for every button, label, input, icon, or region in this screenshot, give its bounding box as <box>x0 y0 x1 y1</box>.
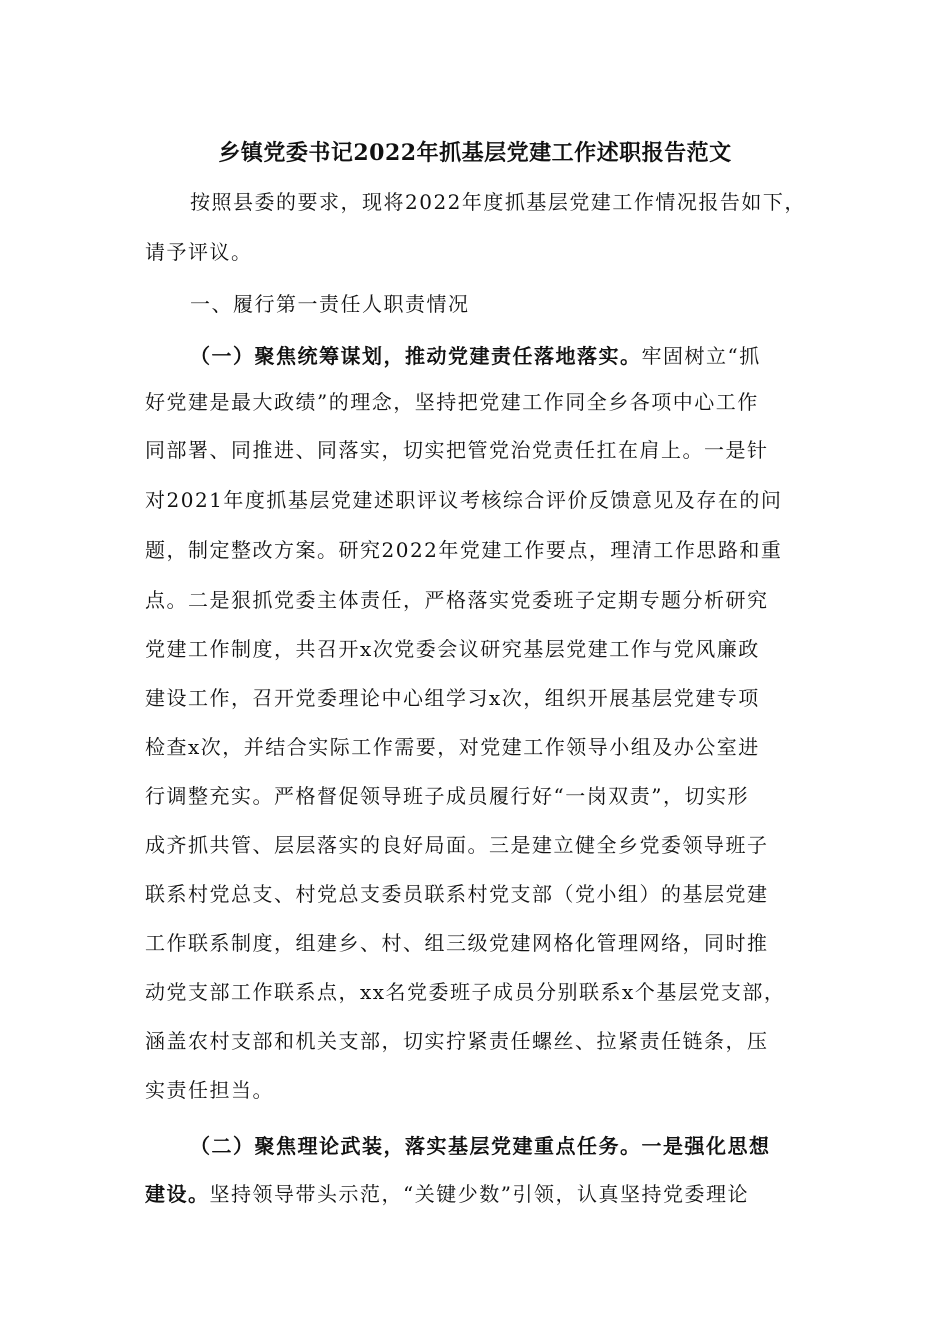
paragraph-line: 按照县委的要求，现将2022年度抓基层党建工作情况报告如下， <box>190 190 806 214</box>
subsection-heading: （二）聚焦理论武装，落实基层党建重点任务。一是强化思想 <box>190 1134 771 1158</box>
paragraph-text: 牢固树立“抓 <box>641 344 761 368</box>
paragraph-line: 同部署、同推进、同落实，切实把管党治党责任扛在肩上。一是针 <box>145 438 769 462</box>
paragraph-line <box>145 1178 749 1210</box>
paragraph-line: 实责任担当。 <box>145 1078 274 1102</box>
subsection-heading: （一）聚焦统筹谋划，推动党建责任落地落实。 <box>190 344 642 368</box>
paragraph-line: 建设工作，召开党委理论中心组学习x次，组织开展基层党建专项 <box>145 686 760 710</box>
emphasis-text: 建设。 <box>145 1182 210 1206</box>
paragraph-line: 请予评议。 <box>145 240 253 264</box>
paragraph-line: 好党建是最大政绩”的理念，坚持把党建工作同全乡各项中心工作 <box>145 390 759 414</box>
paragraph-line: 行调整充实。严格督促领导班子成员履行好“一岗双责”，切实形 <box>145 784 749 808</box>
paragraph-line: 党建工作制度，共召开x次党委会议研究基层党建工作与党风廉政 <box>145 637 760 661</box>
paragraph-line: 动党支部工作联系点，xx名党委班子成员分别联系x个基层党支部， <box>145 980 786 1004</box>
paragraph-line: 涵盖农村支部和机关支部，切实拧紧责任螺丝、拉紧责任链条，压 <box>145 1029 769 1053</box>
paragraph-line: 题，制定整改方案。研究2022年党建工作要点，理清工作思路和重 <box>145 538 783 562</box>
paragraph-text: 坚持领导带头示范，“关键少数”引领，认真坚持党委理论 <box>209 1182 749 1206</box>
paragraph-line: 检查x次，并结合实际工作需要，对党建工作领导小组及办公室进 <box>145 735 760 759</box>
paragraph-line: 点。二是狠抓党委主体责任，严格落实党委班子定期专题分析研究 <box>145 588 769 612</box>
paragraph-line: 成齐抓共管、层层落实的良好局面。三是建立健全乡党委领导班子 <box>145 833 769 857</box>
paragraph-line: 联系村党总支、村党总支委员联系村党支部（党小组）的基层党建 <box>145 882 769 906</box>
section-heading: 一、履行第一责任人职责情况 <box>190 292 470 316</box>
document-title: 乡镇党委书记2022年抓基层党建工作述职报告范文 <box>218 140 732 166</box>
paragraph-line: 工作联系制度，组建乡、村、组三级党建网格化管理网络，同时推 <box>145 931 769 955</box>
paragraph-line <box>190 340 761 372</box>
paragraph-line: 对2021年度抓基层党建述职评议考核综合评价反馈意见及存在的问 <box>145 488 783 512</box>
